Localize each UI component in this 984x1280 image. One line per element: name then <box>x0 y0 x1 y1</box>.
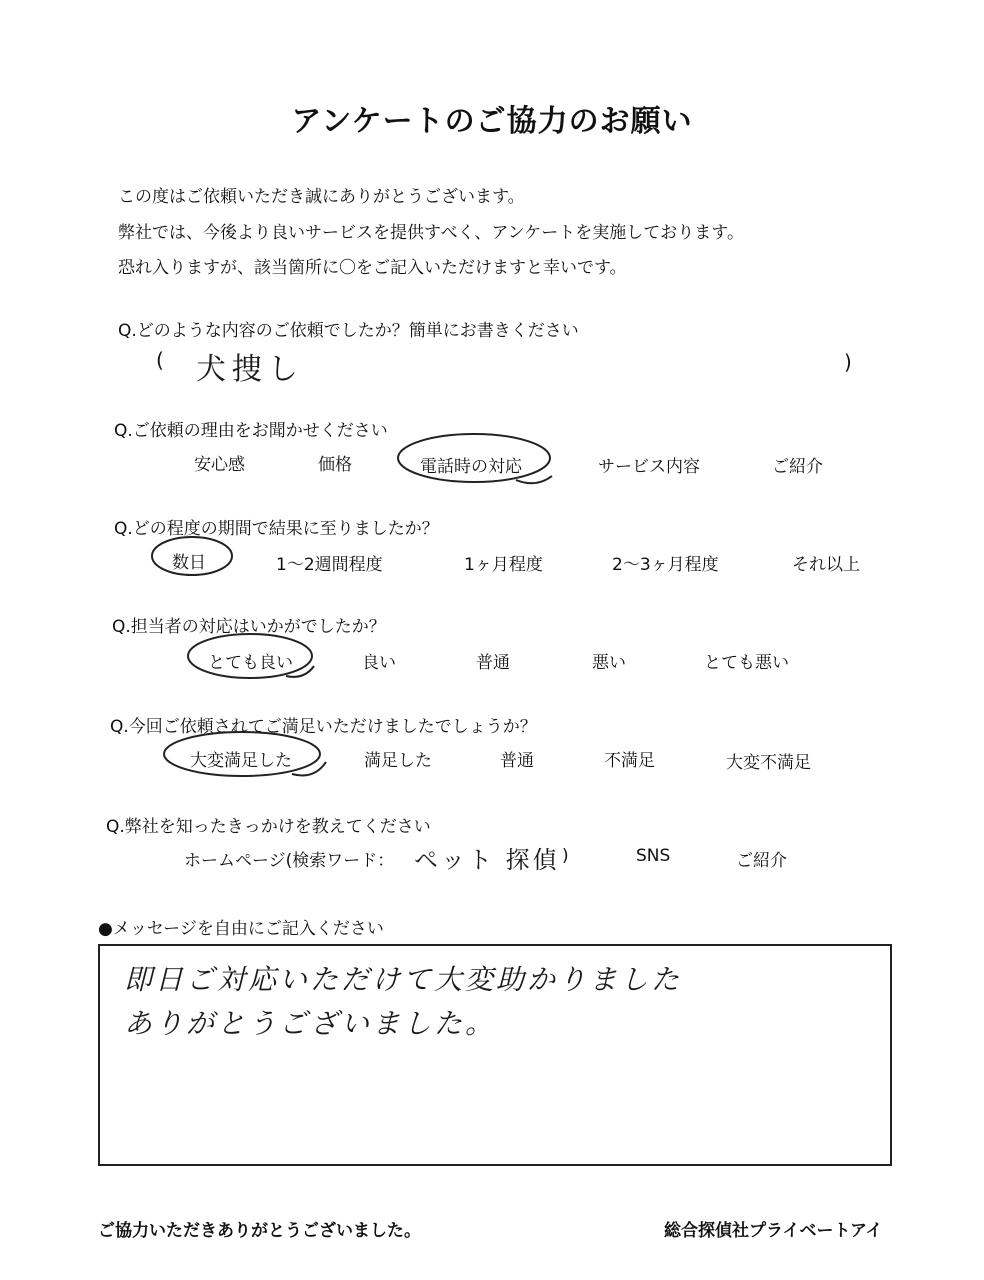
question-2: Q.ご依頼の理由をお聞かせください <box>114 421 388 441</box>
q6-homepage-prefix: ホームページ(検索ワード： <box>184 851 395 871</box>
q2-selection-circle <box>396 430 566 492</box>
intro-line-3: 恐れ入りますが、該当箇所に〇をご記入いただけますと幸いです。 <box>118 258 627 278</box>
message-line-2: ありがとうございました。 <box>124 1007 497 1040</box>
intro-line-2: 弊社では、今後より良いサービスを提供すべく、アンケートを実施しております。 <box>118 223 744 243</box>
question-4: Q.担当者の対応はいかがでしたか？ <box>112 617 386 637</box>
footer-company: 総合探偵社プライベートアイ <box>664 1221 883 1241</box>
q5-option-satisfied[interactable]: 満足した <box>364 751 432 771</box>
q5-option-very-dissatisfied[interactable]: 大変不満足 <box>726 753 811 773</box>
q2-option-price[interactable]: 価格 <box>318 455 352 475</box>
page-title: アンケートのご協力のお願い <box>291 104 693 139</box>
question-5: Q.今回ご依頼されてご満足いただけましたでしょうか？ <box>110 717 537 737</box>
q3-option-longer[interactable]: それ以上 <box>792 555 860 575</box>
q4-option-very-bad[interactable]: とても悪い <box>704 653 789 673</box>
q1-answer[interactable]: 犬捜し <box>196 352 304 387</box>
q2-option-phone-response[interactable]: 電話時の対応 <box>420 457 522 477</box>
q6-homepage-suffix: ) <box>562 846 569 866</box>
q4-option-normal[interactable]: 普通 <box>476 653 510 673</box>
intro-line-1: この度はご依頼いただき誠にありがとうございます。 <box>118 187 525 207</box>
q5-option-very-satisfied[interactable]: 大変満足した <box>190 751 292 771</box>
q6-option-sns[interactable]: SNS <box>636 846 671 866</box>
question-3: Q.どの程度の期間で結果に至りましたか？ <box>114 519 439 539</box>
q3-option-1-month[interactable]: 1ヶ月程度 <box>464 555 543 575</box>
q6-search-word[interactable]: ペット 探偵 <box>414 846 560 874</box>
q3-selection-circle <box>150 534 240 584</box>
q3-option-few-days[interactable]: 数日 <box>172 553 206 573</box>
q1-paren-open: ( <box>156 348 164 372</box>
message-line-1: 即日ご対応いただけて大変助かりました <box>124 963 683 996</box>
question-1: Q.どのような内容のご依頼でしたか？簡単にお書きください <box>118 321 579 341</box>
q2-option-referral[interactable]: ご紹介 <box>772 457 823 477</box>
q5-selection-circle <box>162 728 332 792</box>
footer-thanks: ご協力いただきありがとうございました。 <box>98 1221 421 1241</box>
q4-option-bad[interactable]: 悪い <box>592 653 626 673</box>
q3-option-1-2-weeks[interactable]: 1～2週間程度 <box>276 555 383 575</box>
q4-option-good[interactable]: 良い <box>362 653 396 673</box>
q2-option-service-content[interactable]: サービス内容 <box>598 457 700 477</box>
q2-option-anshinkan[interactable]: 安心感 <box>194 455 245 475</box>
question-6: Q.弊社を知ったきっかけを教えてください <box>106 817 431 837</box>
q5-option-normal[interactable]: 普通 <box>500 751 534 771</box>
q5-option-dissatisfied[interactable]: 不満足 <box>604 751 655 771</box>
q3-option-2-3-months[interactable]: 2～3ヶ月程度 <box>612 555 719 575</box>
q6-option-referral[interactable]: ご紹介 <box>736 851 787 871</box>
q1-paren-close: ) <box>844 350 852 374</box>
message-heading: ●メッセージを自由にご記入ください <box>98 919 384 939</box>
q4-option-very-good[interactable]: とても良い <box>208 653 293 673</box>
q4-selection-circle <box>186 630 322 688</box>
